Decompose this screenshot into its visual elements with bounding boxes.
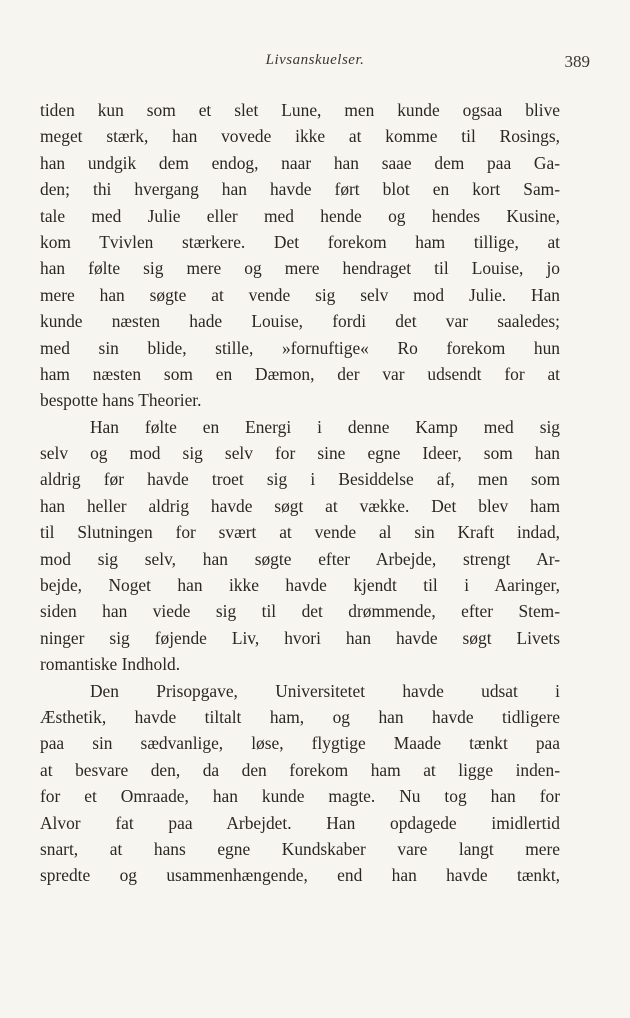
text-line: han undgik dem endog, naar han saae dem paa Ga- — [40, 152, 560, 173]
text-line: at besvare den, da den forekom ham at ligge inden- — [40, 759, 560, 780]
paragraph-end-line: romantiske Indhold. — [40, 654, 181, 675]
text-line: spredte og usammenhængende, end han havde tænkt, — [40, 865, 560, 886]
text-line: mere han søgte at vende sig selv mod Julie. Han — [40, 284, 560, 305]
text-line: siden han viede sig til det drømmende, efter Stem- — [40, 601, 560, 622]
text-line: kom Tvivlen stærkere. Det forekom ham tillige, at — [40, 231, 560, 252]
text-line: med sin blide, stille, »fornuftige« Ro forekom hun — [40, 337, 560, 358]
text-line: kunde næsten hade Louise, fordi det var saaledes; — [40, 311, 560, 332]
text-line: paa sin sædvanlige, løse, flygtige Maade tænkt paa — [40, 733, 560, 754]
text-line: han følte sig mere og mere hendraget til Louise, jo — [40, 258, 560, 279]
paragraph-start-line: Den Prisopgave, Universitetet havde udsat i — [90, 680, 560, 701]
text-line: ninger sig føjende Liv, hvori han havde søgt Livets — [40, 627, 560, 648]
running-title: Livsanskuelser. — [265, 52, 365, 68]
text-line: den; thi hvergang han havde ført blot en kort Sam- — [40, 179, 560, 200]
text-line: tiden kun som et slet Lune, men kunde ogsaa blive — [40, 100, 560, 120]
text-line: for et Omraade, han kunde magte. Nu tog han for — [40, 786, 560, 807]
text-line: tale med Julie eller med hende og hendes Kusine, — [40, 205, 560, 226]
text-line: ham næsten som en Dæmon, der var udsendt for at — [40, 363, 560, 384]
text-line: han heller aldrig havde søgt at vække. Det blev ham — [40, 495, 560, 516]
text-line: bejde, Noget han ikke havde kjendt til i Aaringer, — [40, 575, 560, 596]
text-line: snart, at hans egne Kundskaber vare langt mere — [40, 838, 560, 859]
text-line: aldrig før havde troet sig i Besiddelse af, men som — [40, 469, 560, 490]
text-line: meget stærk, han vovede ikke at komme til Rosings, — [40, 126, 560, 147]
paragraph-start-line: Han følte en Energi i denne Kamp med sig — [90, 416, 560, 437]
text-line: mod sig selv, han søgte efter Arbejde, strengt Ar- — [40, 548, 560, 569]
paragraph-end-line: bespotte hans Theorier. — [40, 390, 202, 411]
text-line: Alvor fat paa Arbejdet. Han opdagede imidlertid — [40, 812, 560, 833]
running-head — [40, 52, 590, 76]
body-text — [40, 97, 560, 889]
text-line: selv og mod sig selv for sine egne Ideer, som han — [40, 443, 560, 464]
page-number: 389 — [564, 52, 590, 71]
text-line: til Slutningen for svært at vende al sin Kraft indad, — [40, 522, 560, 543]
text-line: Æsthetik, havde tiltalt ham, og han havde tidligere — [40, 706, 560, 727]
